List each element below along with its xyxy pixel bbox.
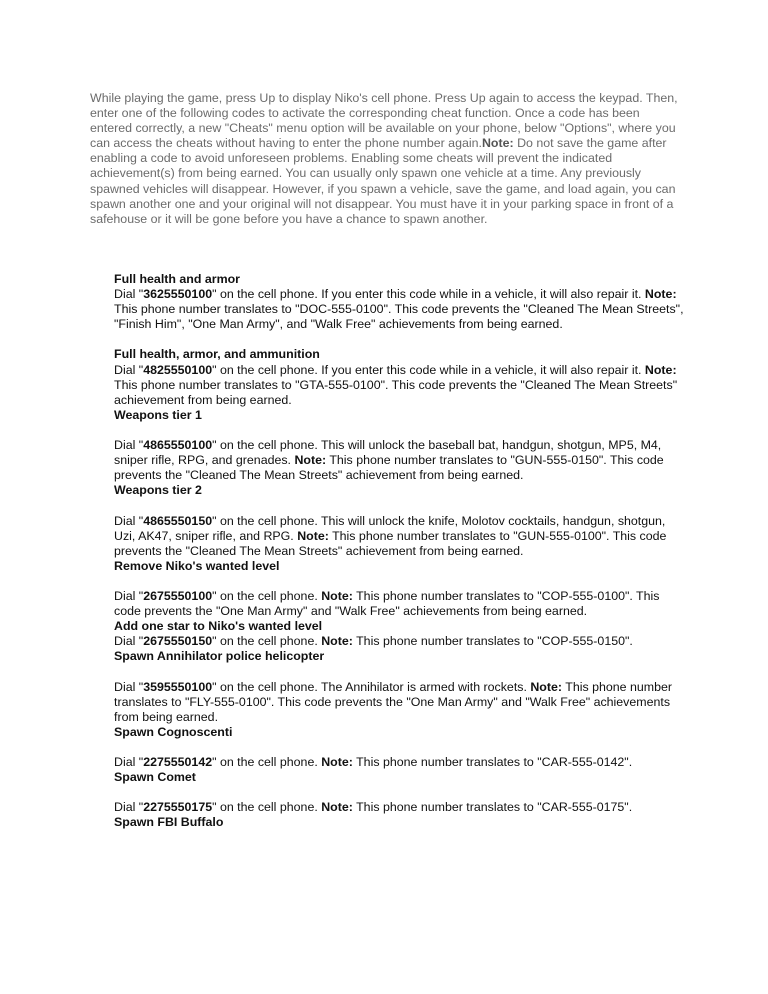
cheat-code: 2275550142	[143, 755, 213, 769]
cheat-description	[114, 363, 684, 408]
cheat-description	[114, 680, 684, 725]
spacer	[114, 574, 684, 589]
cheat-note: This phone number translates to "CAR-555-0142".	[352, 755, 633, 769]
cheat-note: This phone number translates to "GUN-555-0100". This code prevents the "Cleaned The Mean Streets" achievement from being earned.	[114, 528, 667, 558]
cheat-code: 4825550100	[143, 362, 213, 377]
cheat-note: This phone number translates to "GTA-555-0100". This code prevents the "Cleaned The Mean Streets" achievement from being earned.	[114, 377, 678, 407]
cheat-description	[114, 514, 684, 559]
cheat-code: 2275550175	[143, 800, 213, 815]
dial-text: Dial "	[114, 679, 144, 694]
spacer	[114, 664, 684, 679]
cheat-description	[114, 438, 684, 483]
spacer	[114, 785, 684, 800]
dial-text: Dial "	[114, 755, 144, 769]
note-label: Note:	[321, 800, 353, 815]
spacer	[114, 332, 684, 347]
cheat-effect: " on the cell phone.	[212, 634, 322, 649]
cheat-effect: " on the cell phone. This will unlock the baseball bat, handgun, shotgun, MP5, M4, sniper rifle, RPG, and grenades.	[114, 438, 662, 468]
cheat-code: 4865550100	[143, 438, 213, 453]
note-label: Note:	[321, 634, 353, 649]
cheat-note: This phone number translates to "CAR-555-0175".	[352, 800, 633, 815]
note-label: Note:	[294, 453, 327, 468]
intro-text-2: Do not save the game after enabling a code to avoid unforeseen problems. Enabling some cheats will prevent the indicated achievement(s) from being earned. You can usually only spawn one vehicle at a time. Any previously spawned vehicles will disappear. However, if you spawn a vehicle, save the game, and load again, you can spawn another one and your original will not disappear. You must have it in your parking space in front of a safehouse or it will be gone before you have a chance to spawn another.	[90, 136, 676, 226]
dial-text: Dial "	[114, 287, 144, 302]
cheat-description	[114, 800, 684, 815]
cheat-effect: " on the cell phone.	[212, 588, 322, 603]
cheat-title: Weapons tier 2	[114, 483, 202, 498]
dial-text: Dial "	[114, 634, 144, 649]
dial-text: Dial "	[114, 438, 144, 453]
cheat-code: 3625550100	[143, 287, 213, 302]
cheat-effect: " on the cell phone. If you enter this code while in a vehicle, it will also repair it.	[212, 287, 645, 302]
cheat-code: 3595550100	[143, 679, 213, 694]
dial-text: Dial "	[114, 588, 144, 603]
dial-text: Dial "	[114, 362, 144, 377]
cheat-code: 4865550150	[143, 513, 213, 528]
cheat-title: Remove Niko's wanted level	[114, 558, 280, 573]
intro-text-1: While playing the game, press Up to display Niko's cell phone. Press Up again to access the keypad. Then, enter one of the following codes to activate the corresponding cheat function. Once a code has been entered correctly, a new "Cheats" menu option will be available on your phone, below "Options", where you can access the cheats without having to enter the phone number again.	[90, 91, 678, 151]
cheat-note: This phone number translates to "COP-555-0100". This code prevents the "One Man Army" and "Walk Free" achievements from being earned.	[114, 588, 660, 619]
cheat-title: Spawn Annihilator police helicopter	[114, 649, 325, 664]
cheat-code: 2675550100	[143, 588, 213, 603]
cheat-title: Spawn Comet	[114, 770, 196, 785]
cheat-title: Add one star to Niko's wanted level	[114, 619, 323, 634]
note-label: Note:	[530, 679, 563, 694]
dial-text: Dial "	[114, 800, 144, 815]
cheat-note: This phone number translates to "COP-555-0150".	[352, 634, 633, 649]
note-label: Note:	[321, 755, 353, 769]
cheat-description	[114, 755, 684, 770]
intro-paragraph	[90, 91, 682, 227]
cheat-description	[114, 589, 684, 619]
cheat-effect: " on the cell phone. The Annihilator is armed with rockets.	[212, 679, 531, 694]
cheat-note: This phone number translates to "FLY-555-0100". This code prevents the "One Man Army" and "Walk Free" achievements from being earned.	[114, 679, 673, 724]
dial-text: Dial "	[114, 513, 144, 528]
cheat-title: Spawn Cognoscenti	[114, 724, 233, 739]
cheat-effect: " on the cell phone. If you enter this code while in a vehicle, it will also repair it.	[212, 362, 645, 377]
cheat-note: This phone number translates to "GUN-555-0150". This code prevents the "Cleaned The Mean Streets" achievement from being earned.	[114, 453, 664, 483]
spacer	[114, 423, 684, 438]
spacer	[114, 740, 684, 755]
note-label: Note:	[644, 287, 677, 302]
cheat-code: 2675550150	[143, 634, 213, 649]
cheat-list	[114, 272, 684, 830]
cheat-description	[114, 287, 684, 332]
cheat-title: Full health and armor	[114, 272, 240, 286]
intro-note-label: Note:	[481, 136, 514, 151]
cheat-title: Weapons tier 1	[114, 407, 202, 422]
note-label: Note:	[321, 588, 353, 603]
note-label: Note:	[644, 362, 677, 377]
cheat-title: Spawn FBI Buffalo	[114, 815, 224, 830]
cheat-effect: " on the cell phone.	[212, 800, 322, 815]
cheat-effect: " on the cell phone.	[212, 755, 322, 769]
cheat-description	[114, 634, 684, 649]
note-label: Note:	[297, 528, 329, 543]
cheat-title: Full health, armor, and ammunition	[114, 347, 320, 362]
spacer	[114, 498, 684, 513]
cheat-note: This phone number translates to "DOC-555-0100". This code prevents the "Cleaned The Mean Streets", "Finish Him", "One Man Army", and "Walk Free" achievements from being earned.	[114, 302, 684, 332]
cheat-effect: " on the cell phone. This will unlock the knife, Molotov cocktails, handgun, shotgun, Uzi, AK47, sniper rifle, and RPG.	[114, 513, 666, 543]
